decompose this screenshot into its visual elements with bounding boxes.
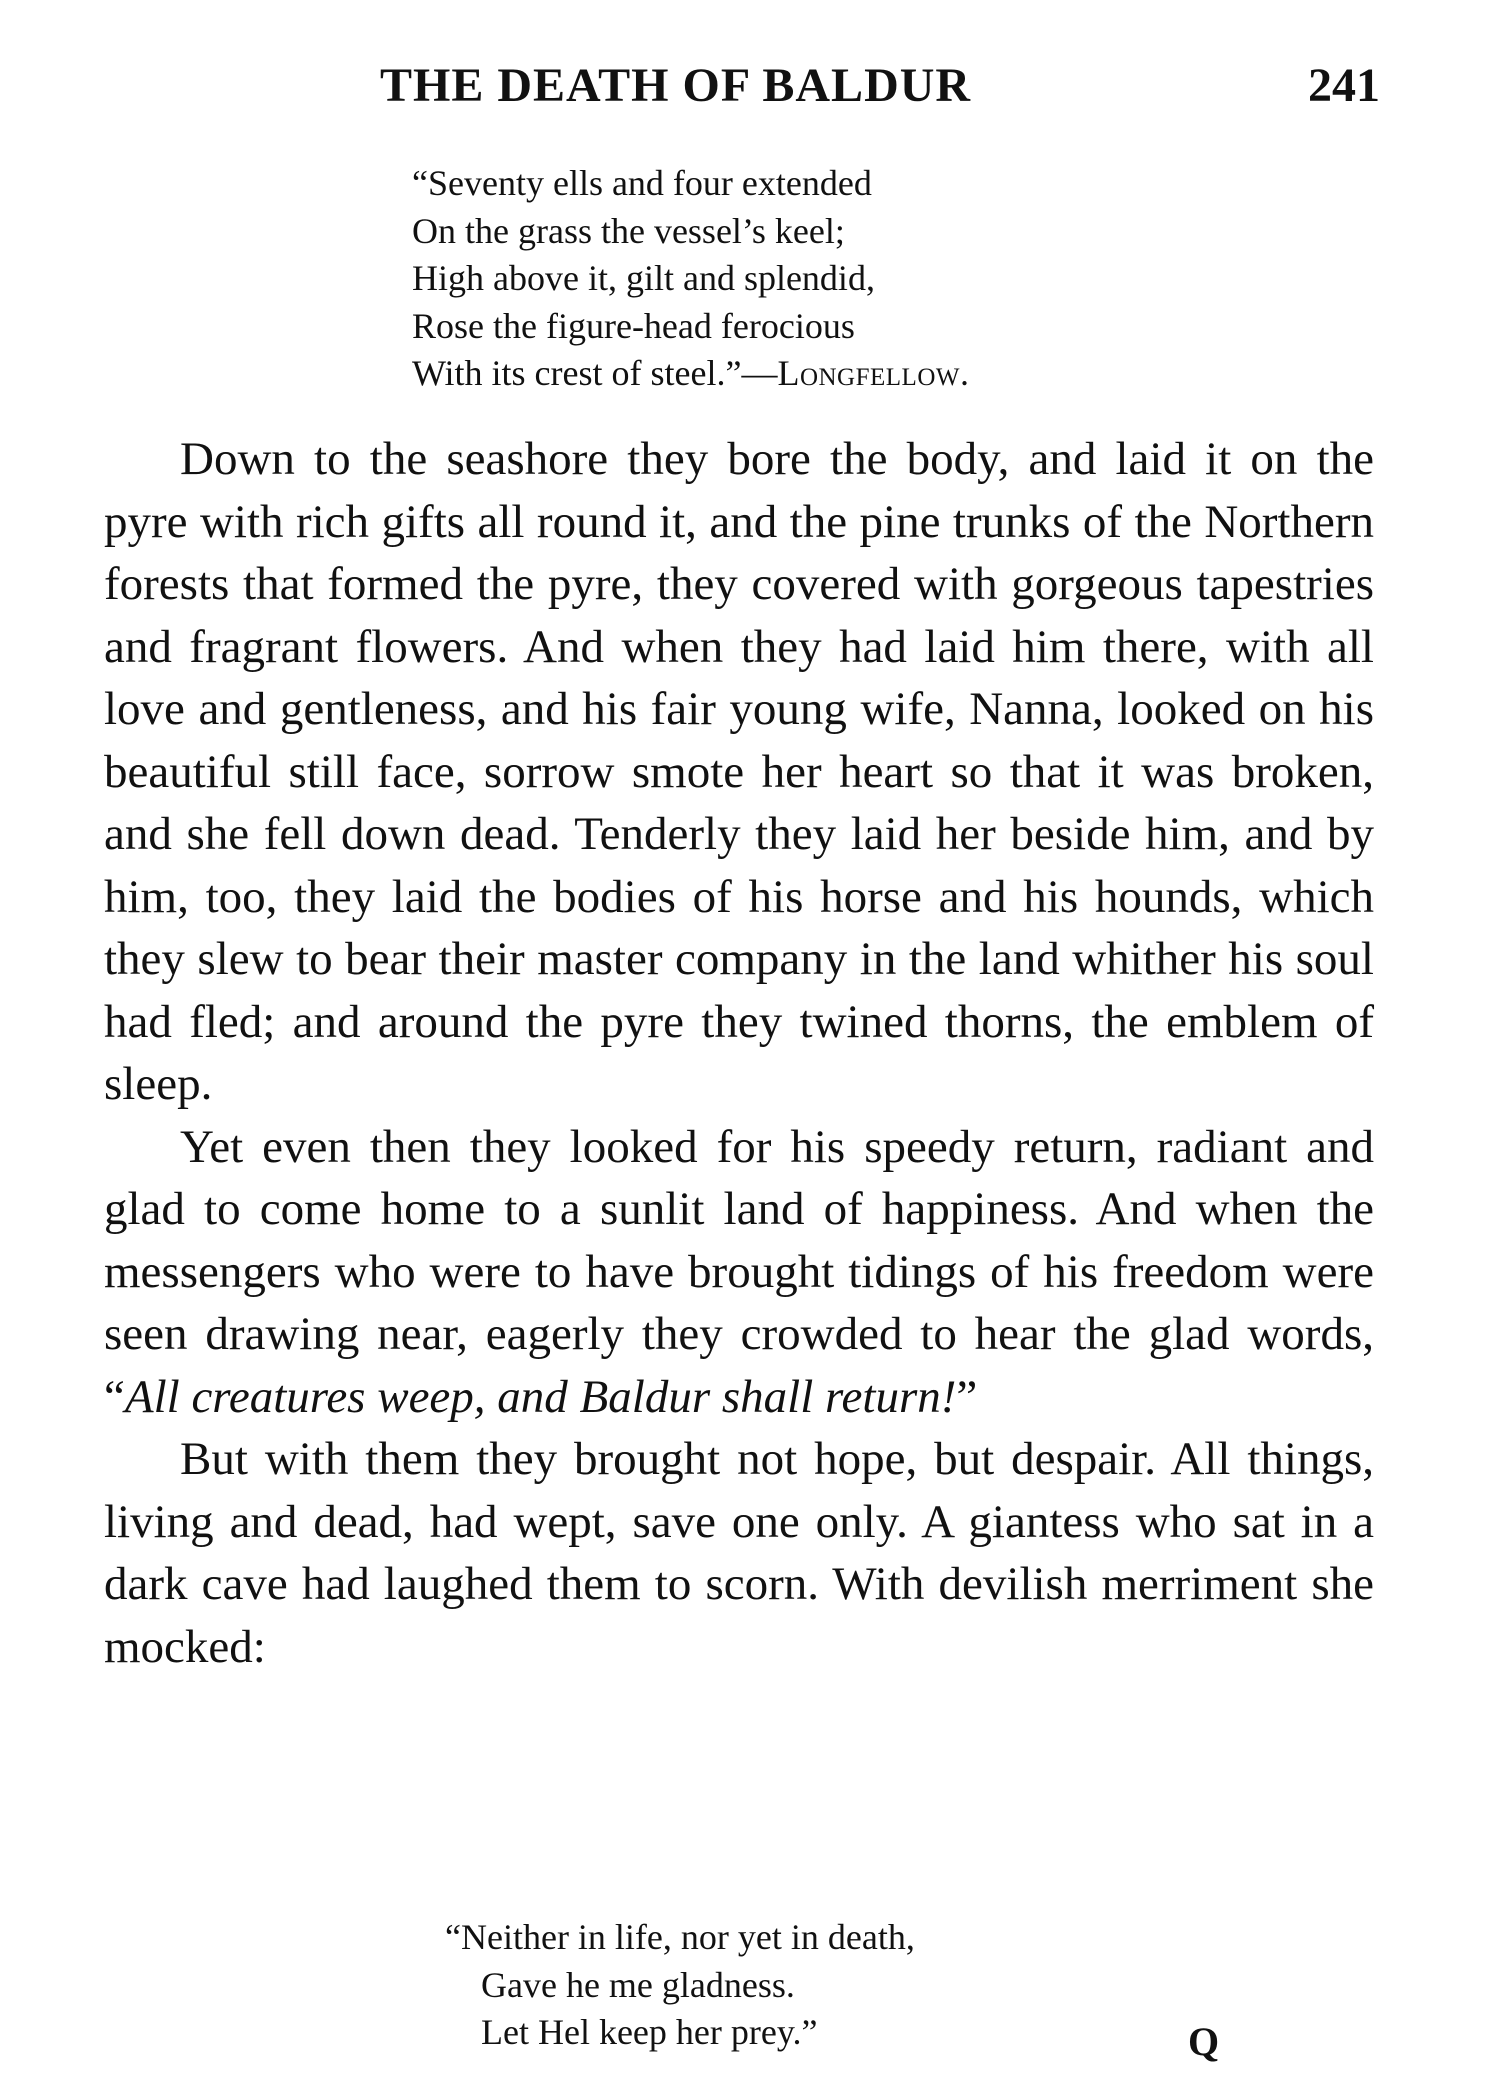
paragraph-2-italic-quote: All creatures weep, and Baldur shall return! [124,1370,957,1423]
body-text [104,428,1374,1678]
verse-line: On the grass the vessel’s keel; [412,210,845,251]
verse-line: Gave he me gladness. [481,1964,795,2005]
page-number: 241 [1308,59,1380,112]
verse-line: Rose the figure-head ferocious [412,305,855,346]
paragraph-2-text: Yet even then they looked for his speedy return, radiant and glad to come home to a sunlit land of happiness. And when the messengers who were to have brought tidings of his freedom were seen drawing near, eagerly they crowded to hear the glad words, “ [104,1120,1374,1423]
verse-line: Let Hel keep her prey.” [481,2012,818,2052]
paragraph-2-close: ” [956,1370,978,1423]
verse-quotation-top [412,160,969,398]
verse-attribution: Longfellow. [777,353,970,393]
verse-quotation-bottom [445,1914,915,2057]
paragraph-2 [104,1116,1374,1429]
paragraph-1: Down to the seashore they bore the body, and laid it on the pyre with rich gifts all round it, and the pine trunks of the Northern forests that formed the pyre, they covered with gorgeous tapestries and fragrant flowers. And when they had laid him there, with all love and gentleness, and his fair young wife, Nanna, looked on his beautiful still face, sorrow smote her heart so that it was broken, and she fell down dead. Tenderly they laid her beside him, and by him, too, they laid the bodies of his horse and his hounds, which they slew to bear their master company in the land whither his soul had fled; and around the pyre they twined thorns, the emblem of sleep. [104,433,1374,1110]
paragraph-3: But with them they brought not hope, but despair. All things, living and dead, had wept, save one only. A giantess who sat in a dark cave had laughed them to scorn. With devilish merriment she mocked: [104,1433,1374,1673]
printer-signature-mark: Q [1188,2019,1220,2064]
verse-line: With its crest of steel.”— [412,353,778,393]
running-head: THE DEATH OF BALDUR [380,59,972,112]
verse-line: High above it, gilt and splendid, [412,258,875,298]
verse-line-with-attribution [412,350,969,398]
page-header [100,58,1380,128]
verse-line: “Seventy ells and four extended [412,163,872,203]
verse-line: “Neither in life, nor yet in death, [445,1917,915,1957]
